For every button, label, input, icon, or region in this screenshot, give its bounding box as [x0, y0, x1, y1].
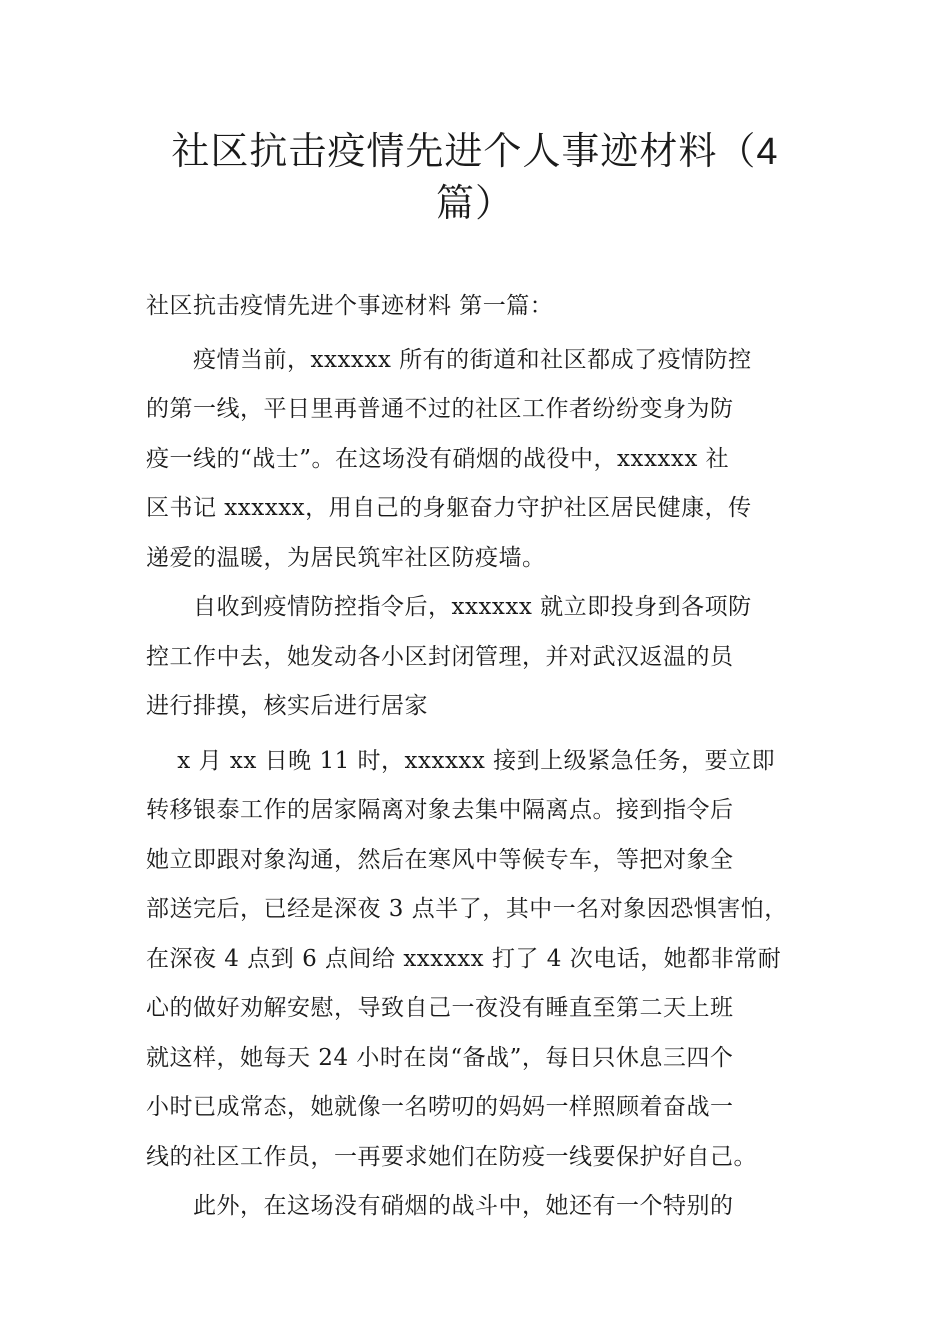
paragraph-line: 部送完后，已经是深夜 3 点半了，其中一名对象因恐惧害怕， — [146, 896, 788, 922]
paragraph-line: 此外，在这场没有硝烟的战斗中，她还有一个特别的 — [146, 1193, 734, 1219]
title-line-1: 社区抗击疫情先进个人事迹材料（4 — [171, 131, 779, 173]
paragraph-line: 转移银泰工作的居家隔离对象去集中隔离点。接到指令后 — [146, 797, 734, 823]
paragraph-3 — [146, 737, 808, 1183]
paragraph-line: 的第一线，平日里再普通不过的社区工作者纷纷变身为防 — [146, 396, 734, 422]
paragraph-line: 区书记 xxxxxx，用自己的身躯奋力守护社区居民健康，传 — [146, 495, 752, 521]
paragraph-line: 她立即跟对象沟通，然后在寒风中等候专车，等把对象全 — [146, 846, 734, 873]
paragraph-4 — [146, 1182, 808, 1232]
title-line-2: 篇） — [435, 183, 514, 225]
document-title — [150, 126, 800, 230]
paragraph-line: 在深夜 4 点到 6 点间给 xxxxxx 打了 4 次电话，她都非常耐 — [146, 945, 782, 972]
paragraph-line: 进行排摸，核实后进行居家 — [146, 693, 428, 719]
paragraph-line: 控工作中去，她发动各小区封闭管理，并对武汉返温的员 — [146, 643, 734, 670]
paragraph-line: x 月 xx 日晚 11 时，xxxxxx 接到上级紧急任务，要立即 — [146, 747, 776, 774]
paragraph-2 — [146, 583, 808, 732]
paragraph-line: 递爱的温暖，为居民筑牢社区防疫墙。 — [146, 544, 546, 571]
paragraph-line: 就这样，她每天 24 小时在岗“备战”，每日只休息三四个 — [146, 1044, 734, 1071]
section-heading: 社区抗击疫情先进个事迹材料 第一篇： — [146, 293, 554, 319]
paragraph-line: 小时已成常态，她就像一名唠叨的妈妈一样照顾着奋战一 — [146, 1094, 734, 1120]
paragraph-line: 心的做好劝解安慰，导致自己一夜没有睡直至第二天上班 — [146, 995, 734, 1021]
paragraph-1 — [146, 336, 808, 584]
paragraph-line: 疫一线的“战士”。在这场没有硝烟的战役中，xxxxxx 社 — [146, 445, 730, 472]
paragraph-line: 疫情当前，xxxxxx 所有的街道和社区都成了疫情防控 — [146, 346, 752, 373]
paragraph-line: 线的社区工作员，一再要求她们在防疫一线要保护好自己。 — [146, 1143, 757, 1170]
paragraph-line: 自收到疫情防控指令后，xxxxxx 就立即投身到各项防 — [146, 594, 752, 620]
document-body — [146, 282, 808, 1232]
